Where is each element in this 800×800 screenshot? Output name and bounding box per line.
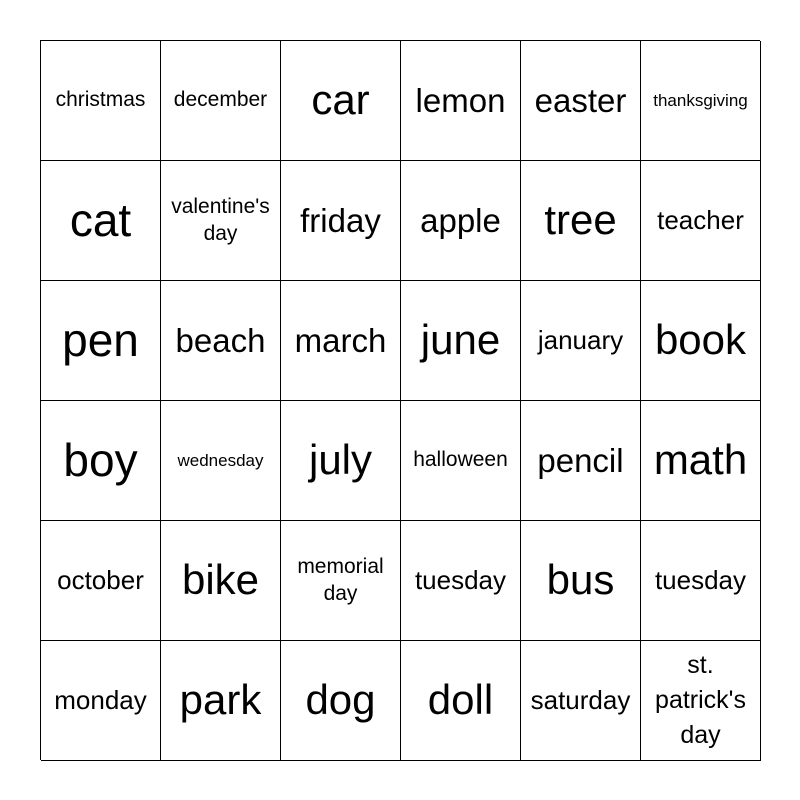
cell-word: easter	[534, 81, 627, 119]
bingo-cell	[41, 521, 161, 641]
bingo-cell	[41, 641, 161, 761]
bingo-cell	[281, 41, 401, 161]
bingo-cell	[521, 521, 641, 641]
cell-word: bus	[546, 556, 615, 604]
bingo-cell	[161, 161, 281, 281]
bingo-cell	[401, 161, 521, 281]
bingo-cell	[401, 41, 521, 161]
cell-word: book	[654, 316, 747, 364]
cell-word: wednesday	[177, 450, 264, 470]
cell-word: pen	[62, 314, 139, 367]
cell-word: lemon	[415, 81, 506, 119]
bingo-cell	[641, 401, 761, 521]
cell-word: beach	[175, 321, 266, 359]
bingo-cell	[401, 521, 521, 641]
cell-word: christmas	[55, 88, 146, 112]
bingo-board	[40, 40, 760, 760]
bingo-cell	[161, 521, 281, 641]
bingo-cell	[521, 281, 641, 401]
bingo-cell	[521, 401, 641, 521]
cell-word: memorial day	[297, 555, 384, 605]
bingo-cell	[41, 161, 161, 281]
cell-word: december	[173, 88, 268, 112]
bingo-cell	[161, 641, 281, 761]
cell-word: monday	[54, 685, 147, 716]
cell-word: tuesday	[414, 565, 507, 596]
cell-word: halloween	[413, 448, 508, 472]
cell-word: valentine's day	[171, 195, 270, 245]
bingo-cell	[521, 41, 641, 161]
cell-word: bike	[181, 556, 260, 604]
cell-word: march	[294, 321, 387, 359]
cell-word: pencil	[537, 441, 624, 479]
cell-word: october	[57, 565, 144, 596]
bingo-cell	[281, 401, 401, 521]
bingo-cell	[41, 281, 161, 401]
bingo-cell	[641, 161, 761, 281]
bingo-cell	[641, 641, 761, 761]
cell-word: saturday	[530, 685, 631, 716]
bingo-cell	[401, 641, 521, 761]
cell-word: cat	[69, 194, 132, 247]
bingo-cell	[641, 281, 761, 401]
bingo-cell	[401, 281, 521, 401]
bingo-cell	[641, 41, 761, 161]
cell-word: friday	[300, 201, 381, 239]
cell-word: tuesday	[654, 565, 747, 596]
bingo-cell	[281, 161, 401, 281]
cell-word: st. patrick's day	[655, 651, 746, 749]
bingo-cell	[41, 41, 161, 161]
cell-word: park	[179, 676, 262, 724]
bingo-cell	[641, 521, 761, 641]
cell-word: apple	[420, 201, 501, 239]
bingo-cell	[161, 401, 281, 521]
bingo-cell	[281, 641, 401, 761]
cell-word: car	[311, 76, 370, 124]
bingo-cell	[521, 161, 641, 281]
cell-word: doll	[427, 676, 494, 724]
cell-word: boy	[63, 434, 138, 487]
bingo-cell	[281, 281, 401, 401]
cell-word: tree	[544, 196, 617, 244]
cell-word: thanksgiving	[653, 90, 748, 110]
bingo-cell	[161, 281, 281, 401]
cell-word: math	[653, 436, 748, 484]
bingo-cell	[281, 521, 401, 641]
cell-word: teacher	[657, 205, 744, 236]
cell-word: january	[537, 325, 624, 356]
cell-word: dog	[305, 676, 376, 724]
cell-word: july	[308, 436, 373, 484]
cell-word: june	[420, 316, 501, 364]
bingo-cell	[41, 401, 161, 521]
bingo-cell	[401, 401, 521, 521]
bingo-cell	[161, 41, 281, 161]
bingo-cell	[521, 641, 641, 761]
